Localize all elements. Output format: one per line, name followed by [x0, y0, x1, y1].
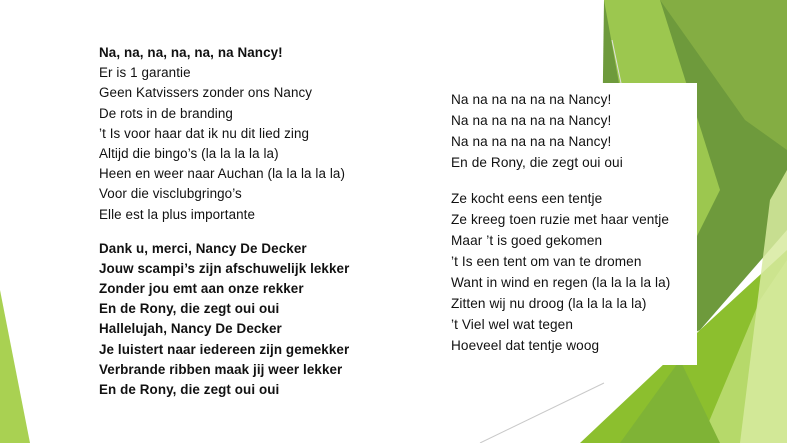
chorus-line: Hallelujah, Nancy De Decker — [99, 321, 282, 337]
verse1-line: Heen en weer naar Auchan (la la la la la) — [99, 166, 346, 182]
right-lyrics-column — [451, 89, 670, 356]
stanza2-line: Hoeveel dat tentje woog — [451, 338, 600, 353]
verse1-line: Elle est la plus importante — [99, 206, 256, 222]
chorus-line: En de Rony, die zegt oui oui — [99, 301, 280, 317]
chorus-line: En de Rony, die zegt oui oui — [99, 382, 280, 397]
chorus-line: Zonder jou emt aan onze rekker — [99, 281, 304, 297]
stanza2-line: ’t Is een tent om van te dromen — [451, 254, 642, 269]
verse1-line: Altijd die bingo’s (la la la la la) — [99, 145, 279, 161]
verse1-line: Er is 1 garantie — [99, 65, 191, 81]
stanza2-line: Maar ’t is goed gekomen — [451, 233, 603, 248]
stanza2-line: Ze kocht eens een tentje — [451, 191, 603, 206]
stanza1-line: Na na na na na na Nancy! — [451, 134, 612, 149]
verse1-line: De rots in de branding — [99, 105, 233, 121]
verse1-line: Geen Katvissers zonder ons Nancy — [99, 85, 313, 101]
stanza-gap — [451, 173, 670, 188]
stanza1-line: En de Rony, die zegt oui oui — [451, 155, 623, 170]
stanza2-line: Want in wind en regen (la la la la la) — [451, 275, 671, 290]
stanza2-line: ’t Viel wel wat tegen — [451, 317, 573, 332]
stanza-gap — [99, 225, 349, 239]
stanza1-line: Na na na na na na Nancy! — [451, 92, 612, 107]
verse1-line: Voor die visclubgringo’s — [99, 186, 242, 202]
left-green-shape — [0, 290, 30, 443]
stanza2-line: Ze kreeg toen ruzie met haar ventje — [451, 212, 670, 227]
chorus-line: Je luistert naar iedereen zijn gemekker — [99, 341, 350, 357]
chorus-line: Jouw scampi’s zijn afschuwelijk lekker — [99, 260, 350, 276]
chorus-line: Dank u, merci, Nancy De Decker — [99, 240, 307, 256]
verse1-title: Na, na, na, na, na, na Nancy! — [99, 45, 283, 60]
verse1-line: ’t Is voor haar dat ik nu dit lied zing — [99, 125, 310, 141]
stanza2-line: Zitten wij nu droog (la la la la la) — [451, 296, 647, 311]
left-lyrics-column — [99, 43, 349, 400]
thin-divider-line — [480, 383, 604, 443]
chorus-line: Verbrande ribben maak jij weer lekker — [99, 361, 343, 377]
stanza1-line: Na na na na na na Nancy! — [451, 113, 612, 128]
